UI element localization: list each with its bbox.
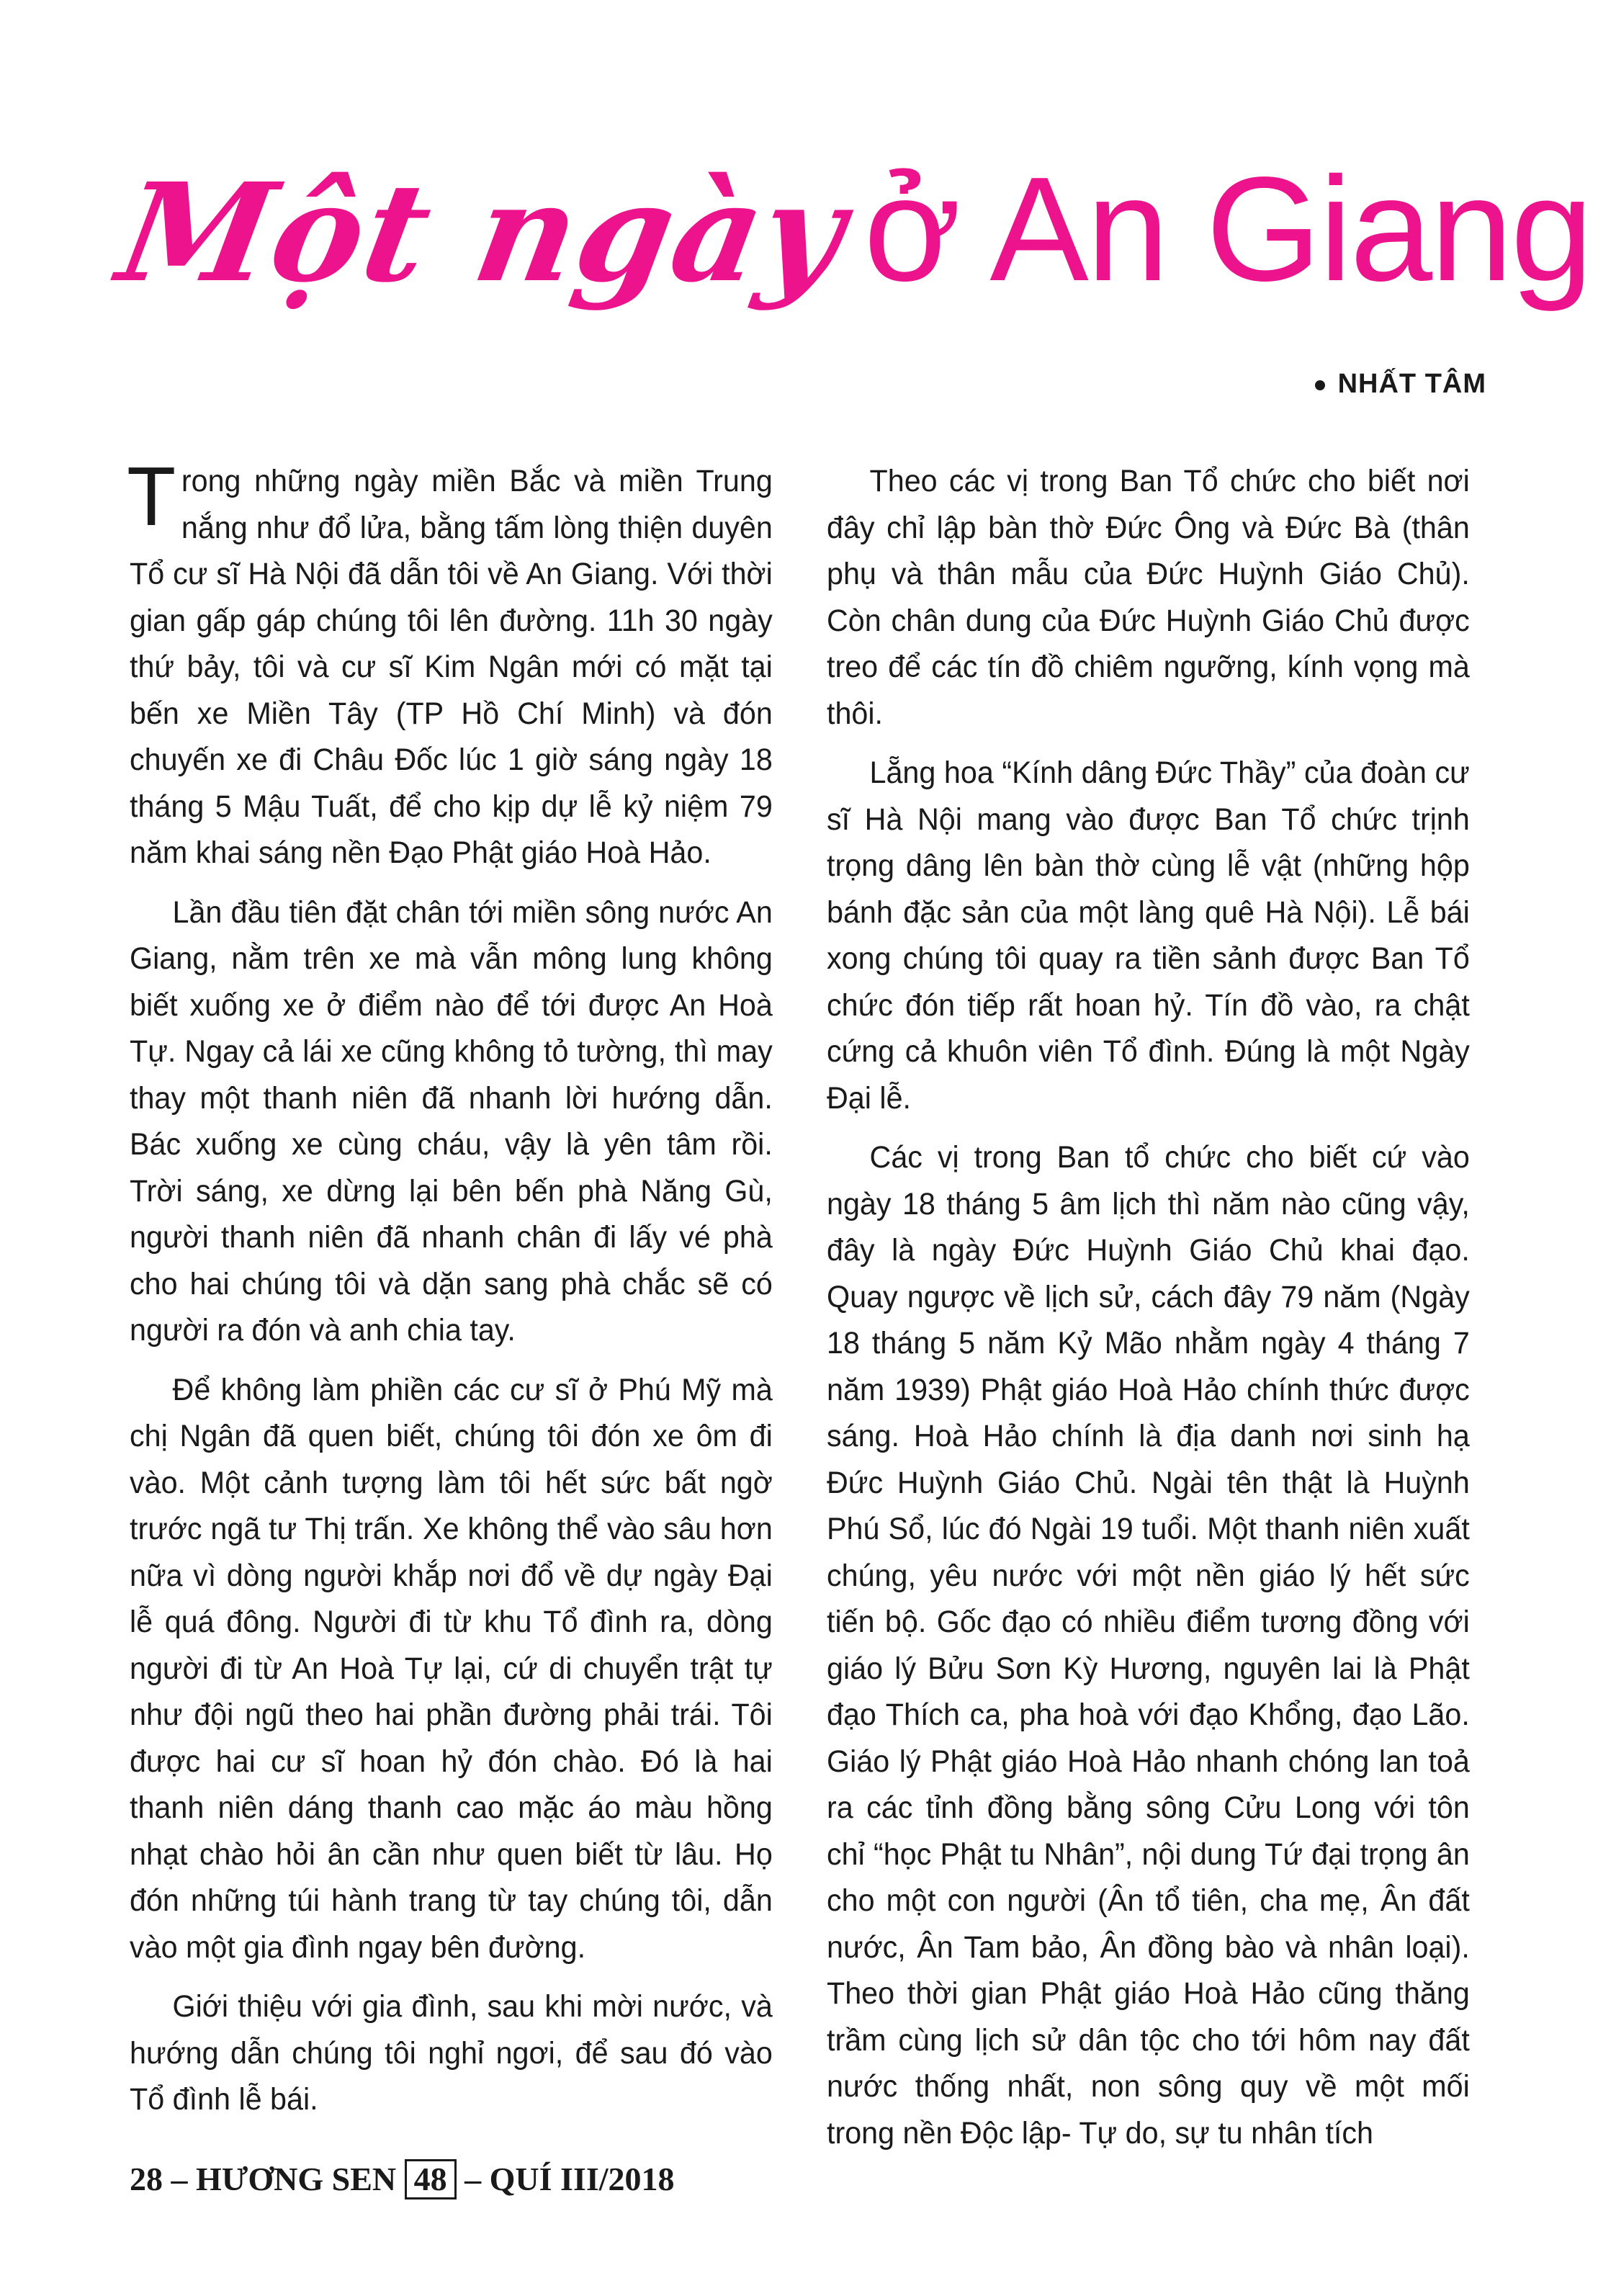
page-number: 28	[130, 2161, 163, 2197]
author-byline	[1315, 369, 1486, 400]
author-name: NHẤT TÂM	[1337, 369, 1486, 399]
article-title	[108, 144, 1592, 360]
title-plain-part: ở An Giang	[863, 146, 1592, 312]
paragraph: Lần đầu tiên đặt chân tới miền sông nước An Giang, nằm trên xe mà vẫn mông lung không biết xuống xe ở điểm nào để tới được An Hoà Tự. Ngay cả lái xe cũng không tỏ tường, thì may thay một thanh niên đã nhanh lời hướng dẫn. Bác xuống xe cùng cháu, vậy là yên tâm rồi. Trời sáng, xe dừng lại bên bến phà Năng Gù, người thanh niên đã nhanh chân đi lấy vé phà cho hai chúng tôi và dặn sang phà chắc sẽ có người ra đón và anh chia tay.	[130, 894, 773, 1347]
paragraph: Theo các vị trong Ban Tổ chức cho biết nơi đây chỉ lập bàn thờ Đức Ông và Đức Bà (thân phụ và thân mẫu của Đức Huỳnh Giáo Chủ). Còn chân dung của Đức Huỳnh Giáo Chủ được treo để các tín đồ chiêm ngưỡng, kính vọng mà thôi.	[827, 464, 1470, 731]
paragraph: Giới thiệu với gia đình, sau khi mời nước, và hướng dẫn chúng tôi nghỉ ngơi, để sau đó vào Tổ đình lễ bái.	[130, 1989, 773, 2117]
title-script-part: Một ngày	[108, 153, 858, 313]
paragraph: Trong những ngày miền Bắc và miền Trung nắng như đổ lửa, bằng tấm lòng thiện duyên Tổ cư sĩ Hà Nội đã dẫn tôi về An Giang. Với thời gian gấp gáp chúng tôi lên đường. 11h 30 ngày thứ bảy, tôi và cư sĩ Kim Ngân mới có mặt tại bến xe Miền Tây (TP Hồ Chí Minh) và đón chuyến xe đi Châu Đốc lúc 1 giờ sáng ngày 18 tháng 5 Mậu Tuất, để cho kịp dự lễ kỷ niệm 79 năm khai sáng nền Đạo Phật giáo Hoà Hảo.	[127, 449, 773, 870]
bullet-icon	[1315, 380, 1325, 390]
issue-quarter: QUÍ III/2018	[489, 2161, 675, 2197]
page-footer	[130, 2159, 675, 2199]
paragraph: Lẵng hoa “Kính dâng Đức Thầy” của đoàn cư sĩ Hà Nội mang vào được Ban Tổ chức trịnh trọng dâng lên bàn thờ cùng lễ vật (những hộp bánh đặc sản của một làng quê Hà Nội). Lễ bái xong chúng tôi quay ra tiền sảnh được Ban Tổ chức đón tiếp rất hoan hỷ. Tín đồ vào, ra chật cứng cả khuôn viên Tổ đình. Đúng là một Ngày Đại lễ.	[827, 755, 1470, 1116]
paragraph: Các vị trong Ban tổ chức cho biết cứ vào ngày 18 tháng 5 âm lịch thì năm nào cũng vậy, đây là ngày Đức Huỳnh Giáo Chủ khai đạo. Quay ngược về lịch sử, cách đây 79 năm (Ngày 18 tháng 5 năm Kỷ Mão nhằm ngày 4 tháng 7 năm 1939) Phật giáo Hoà Hảo chính thức được sáng. Hoà Hảo chính là địa danh nơi sinh hạ Đức Huỳnh Giáo Chủ. Ngài tên thật là Huỳnh Phú Sổ, lúc đó Ngài 19 tuổi. Một thanh niên xuất chúng, yêu nước với một nền giáo lý hết sức tiến bộ. Gốc đạo có nhiều điểm tương đồng với giáo lý Bửu Sơn Kỳ Hương, nguyên lai là Phật đạo Thích ca, pha hoà với đạo Khổng, đạo Lão. Giáo lý Phật giáo Hoà Hảo nhanh chóng lan toả ra các tỉnh đồng bằng sông Cửu Long với tôn chỉ “học Phật tu Nhân”, nội dung Tứ đại trọng ân cho một con người (Ân tổ tiên, cha mẹ, Ân đất nước, Ân Tam bảo, Ân đồng bào và nhân loại). Theo thời gian Phật giáo Hoà Hảo cũng thăng trầm cùng lịch sử dân tộc cho tới hôm nay đất nước thống nhất, non sông quy về một mối trong nền Độc lập- Tự do, sự tu nhân tích	[827, 1140, 1470, 2151]
drop-cap: T	[127, 449, 176, 543]
right-column	[827, 458, 1470, 2169]
footer-separator: –	[464, 2161, 482, 2197]
issue-number: 48	[405, 2159, 457, 2199]
footer-separator: –	[171, 2161, 188, 2197]
magazine-name: HƯƠNG SEN	[196, 2161, 397, 2197]
left-column	[127, 449, 773, 2136]
paragraph: Để không làm phiền các cư sĩ ở Phú Mỹ mà chị Ngân đã quen biết, chúng tôi đón xe ôm đi vào. Một cảnh tượng làm tôi hết sức bất ngờ trước ngã tư Thị trấn. Xe không thể vào sâu hơn nữa vì dòng người khắp nơi đổ về dự ngày Đại lễ quá đông. Người đi từ khu Tổ đình ra, dòng người đi từ An Hoà Tự lại, cứ di chuyển trật tự như đội ngũ theo hai phần đường phải trái. Tôi được hai cư sĩ hoan hỷ đón chào. Đó là hai thanh niên dáng thanh cao mặc áo màu hồng nhạt chào hỏi ân cần như quen biết từ lâu. Họ đón những túi hành trang từ tay chúng tôi, dẫn vào một gia đình ngay bên đường.	[130, 1372, 773, 1965]
